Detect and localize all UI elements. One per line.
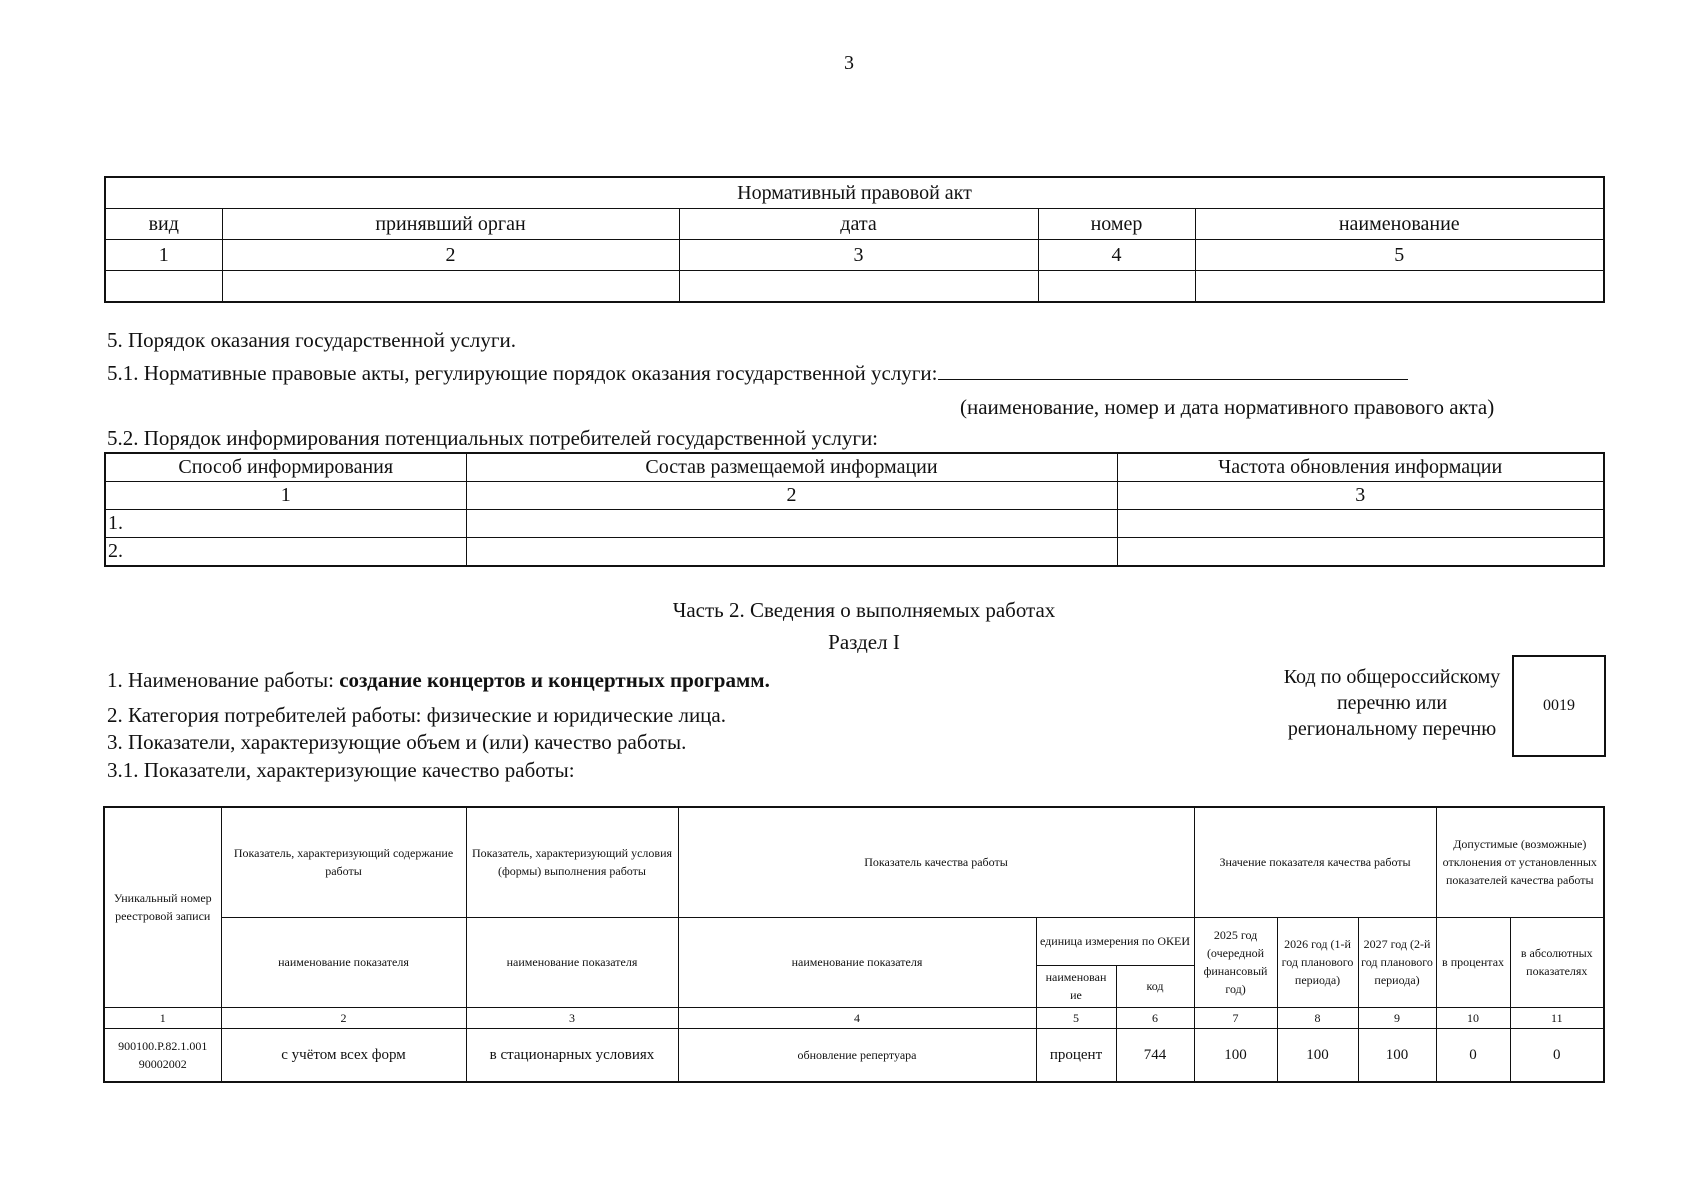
column-number: 8	[1277, 1007, 1358, 1028]
npa-header-cell: вид	[105, 209, 222, 240]
info-number-cell: 2	[466, 482, 1117, 510]
npa-number-cell: 3	[679, 240, 1038, 271]
column-number: 1	[104, 1007, 221, 1028]
info-number-cell: 3	[1117, 482, 1604, 510]
info-cell	[466, 510, 1117, 538]
header-allowed-deviation: Допустимые (возможные) отклонения от установленных показателей качества работы	[1436, 807, 1604, 917]
header-unique-number: Уникальный номер реестровой записи	[104, 807, 221, 1007]
work-name-label: 1. Наименование работы:	[107, 668, 340, 692]
header-unit-code: код	[1116, 965, 1194, 1007]
quality-indicators-table	[103, 806, 1605, 1083]
value-2026-cell: 100	[1277, 1028, 1358, 1082]
npa-number-cell: 5	[1195, 240, 1604, 271]
header-indicator-name: наименование показателя	[466, 917, 678, 1007]
info-header-cell: Частота обновления информации	[1117, 453, 1604, 482]
npa-number-cell: 2	[222, 240, 679, 271]
section5-title: 5. Порядок оказания государственной услуги.	[107, 328, 516, 352]
value-2027-cell: 100	[1358, 1028, 1436, 1082]
npa-header-cell: наименование	[1195, 209, 1604, 240]
quality-data-row	[104, 1028, 1604, 1082]
section52-label: 5.2. Порядок информирования потенциальных потребителей государственной услуги:	[107, 426, 879, 450]
info-header-cell: Способ информирования	[105, 453, 466, 482]
info-cell: 2.	[105, 538, 466, 567]
conditions-cell: в стационарных условиях	[466, 1028, 678, 1082]
information-table	[104, 452, 1605, 567]
npa-empty-cell	[1195, 271, 1604, 303]
header-year-2027: 2027 год (2-й год планового периода)	[1358, 917, 1436, 1007]
section51-line	[107, 361, 1408, 386]
info-row	[105, 538, 1604, 567]
header-measure-unit: единица измерения по ОКЕИ	[1036, 917, 1194, 965]
npa-header-cell: дата	[679, 209, 1038, 240]
header-indicator-value: Значение показателя качества работы	[1194, 807, 1436, 917]
column-number: 11	[1510, 1007, 1604, 1028]
quality-indicators-title: 3.1. Показатели, характеризующие качество работы:	[107, 758, 575, 782]
header-year-2026: 2026 год (1-й год планового периода)	[1277, 917, 1358, 1007]
info-header-row	[105, 453, 1604, 482]
quality-subheader-row	[104, 917, 1604, 965]
classifier-code-box: 0019	[1512, 655, 1606, 757]
column-number: 9	[1358, 1007, 1436, 1028]
part2-title: Часть 2. Сведения о выполняемых работах	[672, 598, 1056, 622]
work-name-value: создание концертов и концертных программ.	[339, 668, 770, 692]
column-number: 6	[1116, 1007, 1194, 1028]
header-unit-name: наименован ие	[1036, 965, 1116, 1007]
npa-empty-cell	[222, 271, 679, 303]
header-content-indicator: Показатель, характеризующий содержание работы	[221, 807, 466, 917]
normative-act-table	[104, 176, 1605, 303]
work-name-line	[107, 668, 770, 693]
section51-label: 5.1. Нормативные правовые акты, регулирующие порядок оказания государственной услуги:	[107, 361, 938, 385]
npa-number-cell: 1	[105, 240, 222, 271]
column-number: 2	[221, 1007, 466, 1028]
indicators-title: 3. Показатели, характеризующие объем и (или) качество работы.	[107, 730, 687, 754]
info-cell	[466, 538, 1117, 567]
quality-number-row	[104, 1007, 1604, 1028]
npa-empty-cell	[679, 271, 1038, 303]
unique-number-cell: 900100.Р.82.1.001 90002002	[104, 1028, 221, 1082]
column-number: 10	[1436, 1007, 1510, 1028]
header-in-percent: в процентах	[1436, 917, 1510, 1007]
npa-empty-cell	[1038, 271, 1195, 303]
info-number-cell: 1	[105, 482, 466, 510]
unit-code-cell: 744	[1116, 1028, 1194, 1082]
quality-header-row	[104, 807, 1604, 917]
content-cell: с учётом всех форм	[221, 1028, 466, 1082]
code-label-line: региональному перечню	[1287, 718, 1497, 740]
npa-header-cell: номер	[1038, 209, 1195, 240]
npa-number-row	[105, 240, 1604, 271]
section51-blank	[938, 361, 1408, 380]
info-cell	[1117, 510, 1604, 538]
info-row	[105, 510, 1604, 538]
header-indicator-name: наименование показателя	[221, 917, 466, 1007]
header-quality-indicator: Показатель качества работы	[678, 807, 1194, 917]
column-number: 7	[1194, 1007, 1277, 1028]
code-label-line: Код по общероссийскому	[1283, 666, 1501, 688]
column-number: 5	[1036, 1007, 1116, 1028]
npa-header-cell: принявший орган	[222, 209, 679, 240]
column-number: 3	[466, 1007, 678, 1028]
quality-name-cell: обновление репертуара	[678, 1028, 1036, 1082]
absolute-cell: 0	[1510, 1028, 1604, 1082]
npa-number-cell: 4	[1038, 240, 1195, 271]
info-header-cell: Состав размещаемой информации	[466, 453, 1117, 482]
npa-title: Нормативный правовой акт	[105, 177, 1604, 209]
info-cell	[1117, 538, 1604, 567]
npa-header-row	[105, 209, 1604, 240]
header-year-2025: 2025 год (очередной финансовый год)	[1194, 917, 1277, 1007]
header-indicator-name: наименование показателя	[678, 917, 1036, 1007]
value-2025-cell: 100	[1194, 1028, 1277, 1082]
percent-cell: 0	[1436, 1028, 1510, 1082]
unit-name-cell: процент	[1036, 1028, 1116, 1082]
npa-empty-cell	[105, 271, 222, 303]
section51-caption: (наименование, номер и дата нормативного правового акта)	[960, 395, 1495, 419]
header-conditions-indicator: Показатель, характеризующий условия (формы) выполнения работы	[466, 807, 678, 917]
page-number: 3	[844, 52, 854, 74]
consumer-category: 2. Категория потребителей работы: физические и юридические лица.	[107, 703, 726, 727]
npa-empty-row	[105, 271, 1604, 303]
classifier-code-label	[1262, 664, 1522, 742]
info-number-row	[105, 482, 1604, 510]
section-title: Раздел I	[828, 630, 900, 654]
code-label-line: перечню или	[1336, 692, 1448, 714]
header-in-absolute: в абсолютных показателях	[1510, 917, 1604, 1007]
info-cell: 1.	[105, 510, 466, 538]
column-number: 4	[678, 1007, 1036, 1028]
